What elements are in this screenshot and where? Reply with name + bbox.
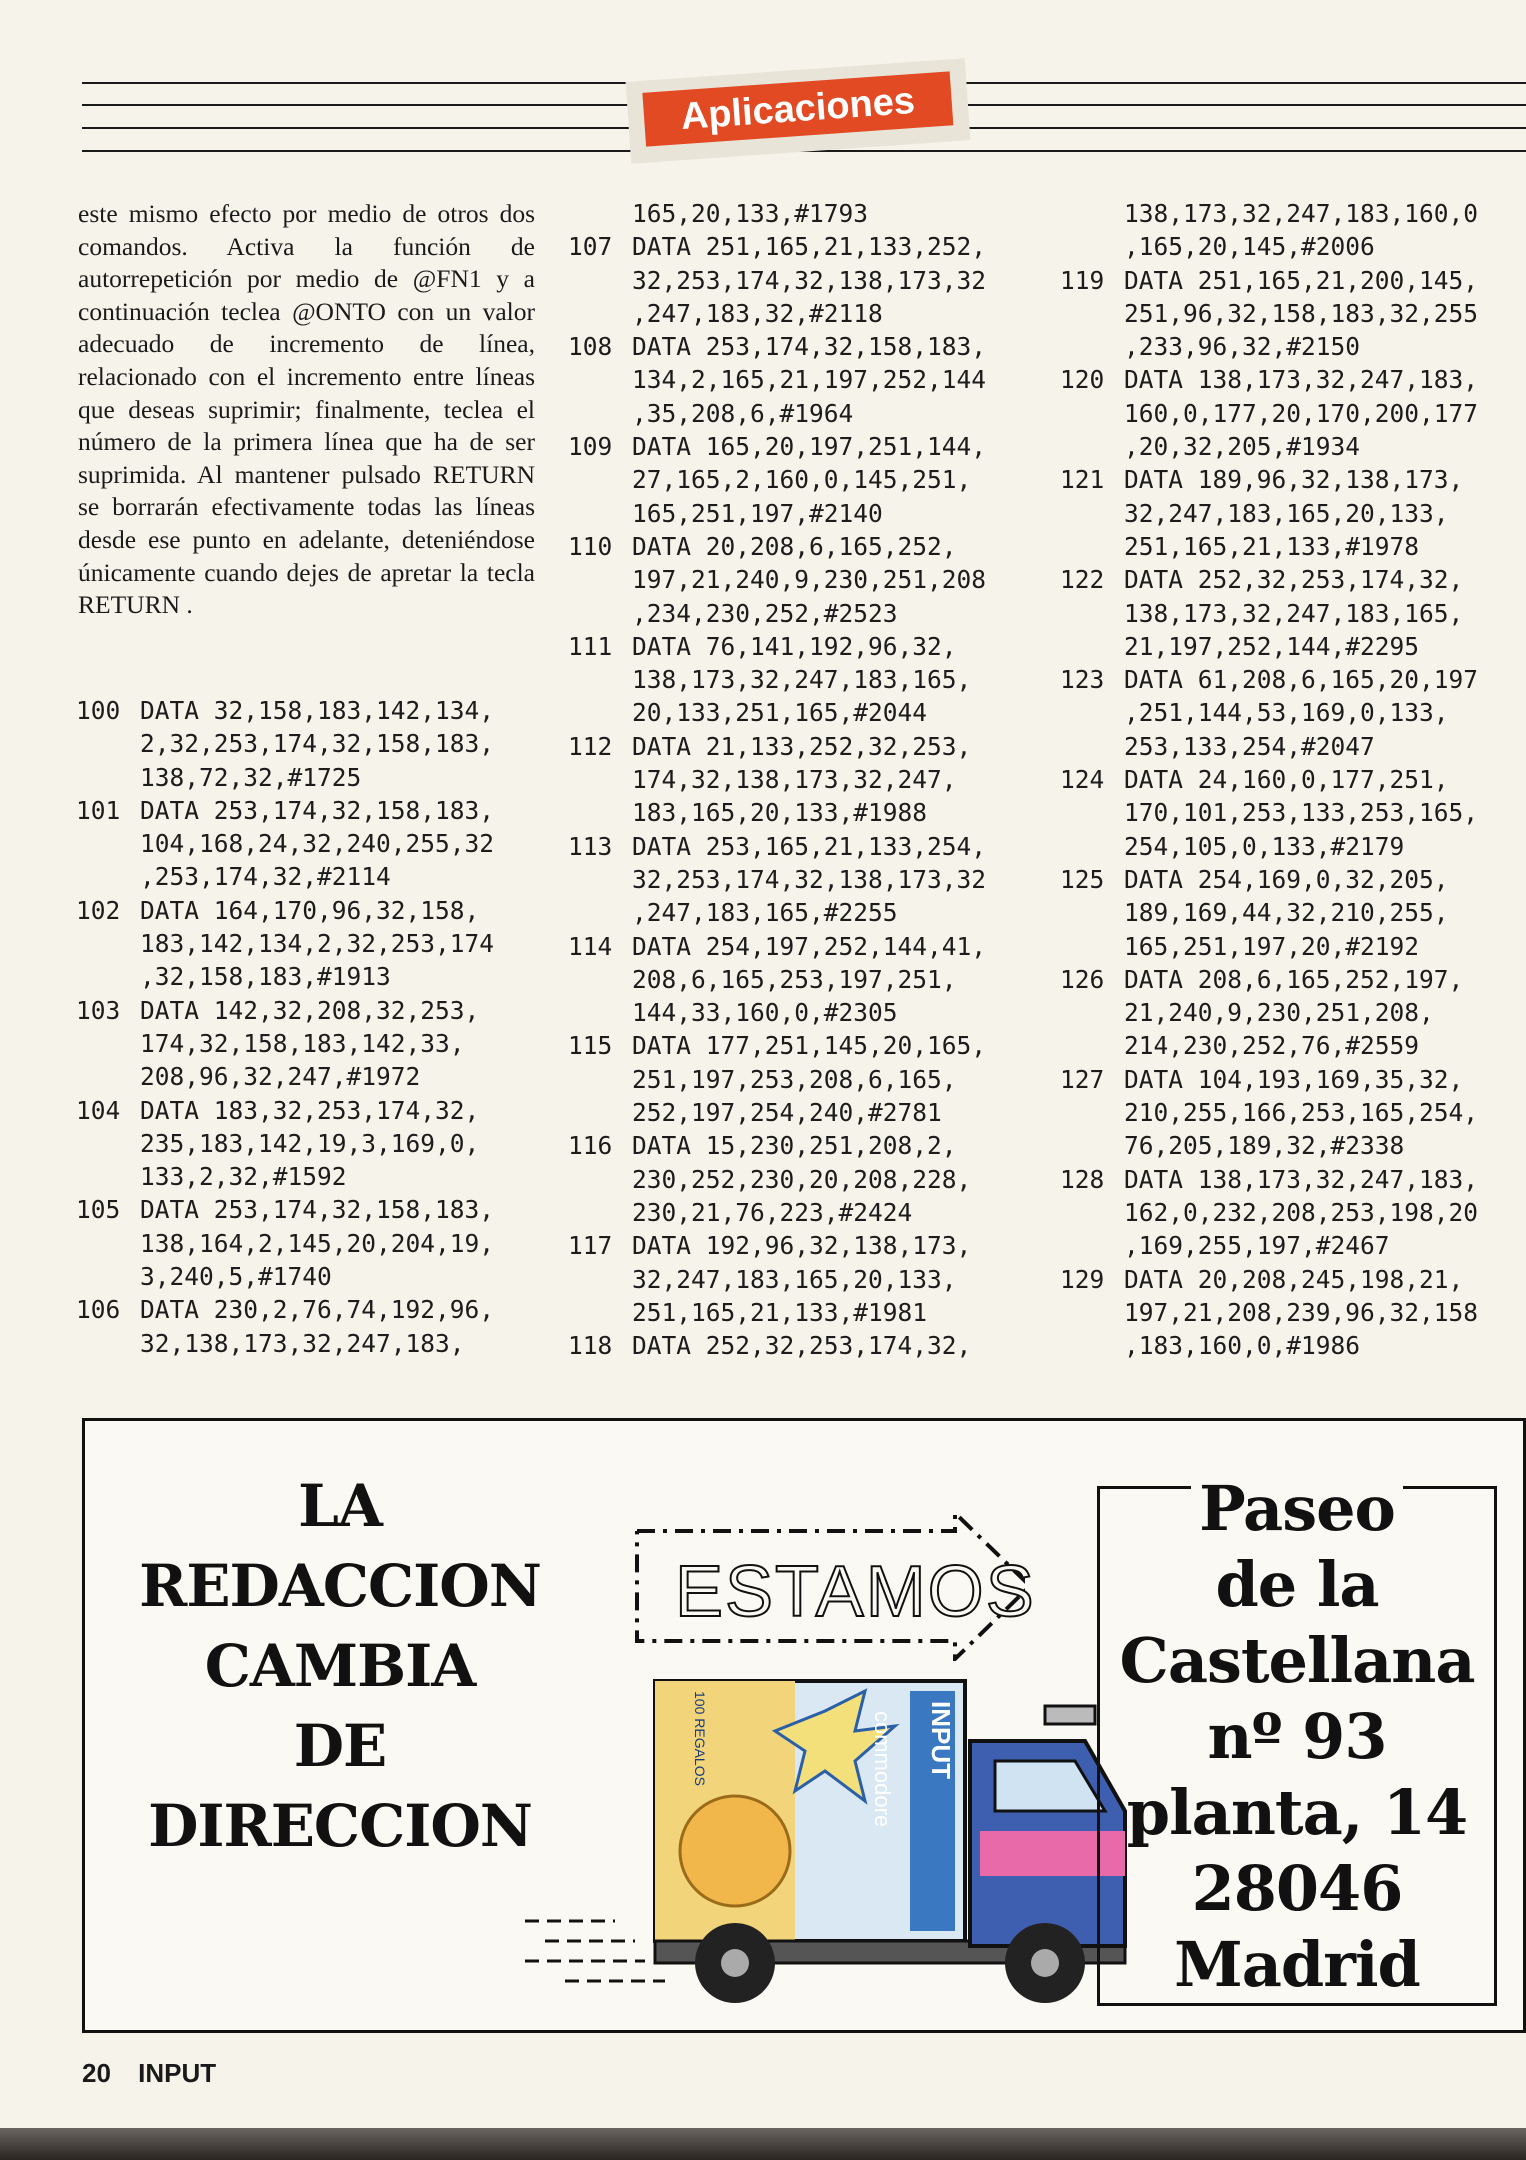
listing-line xyxy=(568,230,986,263)
line-code: DATA 15,230,251,208,2, xyxy=(632,1131,957,1161)
line-code: 162,0,232,208,253,198,20 xyxy=(1124,1197,1479,1227)
listing-line xyxy=(568,463,986,496)
line-code: DATA 230,2,76,74,192,96, xyxy=(140,1295,495,1325)
line-code: 214,230,252,76,#2559 xyxy=(1124,1031,1420,1061)
line-number: 123 xyxy=(1060,665,1105,695)
line-code: 183,142,134,2,32,253,174 xyxy=(140,929,495,959)
listing-line xyxy=(76,1260,494,1293)
line-code: 21,240,9,230,251,208, xyxy=(1124,998,1434,1028)
listing-line xyxy=(568,563,986,596)
listing-line xyxy=(568,896,986,929)
line-number: 129 xyxy=(1060,1264,1105,1294)
listing-line xyxy=(1060,796,1478,829)
listing-line xyxy=(1060,197,1478,230)
address-line: de la xyxy=(1215,1548,1379,1621)
line-number: 108 xyxy=(568,332,613,362)
listing-line xyxy=(1060,996,1478,1029)
listing-line xyxy=(1060,1329,1478,1362)
advert-headline-line: DIRECCION xyxy=(148,1792,532,1860)
relocation-advert xyxy=(82,1418,1526,2033)
listing-line xyxy=(568,264,986,297)
line-code: DATA 165,20,197,251,144, xyxy=(632,432,987,462)
advert-arrow-text: ESTAMOS xyxy=(675,1552,1036,1632)
line-number: 126 xyxy=(1060,964,1105,994)
listing-line xyxy=(568,530,986,563)
line-code: 32,253,174,32,138,173,32 xyxy=(632,864,987,894)
listing-line xyxy=(568,796,986,829)
line-code: DATA 251,165,21,200,145, xyxy=(1124,265,1479,295)
line-code: 230,252,230,20,208,228, xyxy=(632,1164,972,1194)
listing-line xyxy=(1060,1096,1478,1129)
line-number: 103 xyxy=(76,995,121,1025)
listing-line xyxy=(568,197,986,230)
listing-line xyxy=(1060,264,1478,297)
line-code: 174,32,158,183,142,33, xyxy=(140,1028,465,1058)
line-code: 138,173,32,247,183,160,0 xyxy=(1124,199,1479,228)
listing-line xyxy=(568,297,986,330)
listing-line xyxy=(76,1094,494,1127)
line-code: DATA 189,96,32,138,173, xyxy=(1124,465,1464,495)
line-code: ,253,174,32,#2114 xyxy=(140,862,391,892)
line-number: 111 xyxy=(568,631,613,661)
listing-line xyxy=(568,330,986,363)
line-number: 122 xyxy=(1060,565,1105,595)
line-code: 144,33,160,0,#2305 xyxy=(632,998,898,1028)
listing-line xyxy=(568,1263,986,1296)
line-code: 32,138,173,32,247,183, xyxy=(140,1328,465,1358)
line-code: 134,2,165,21,197,252,144 xyxy=(632,365,987,395)
line-code: 252,197,254,240,#2781 xyxy=(632,1098,942,1128)
line-code: DATA 32,158,183,142,134, xyxy=(140,696,495,725)
page-edge-shadow xyxy=(0,2128,1526,2160)
line-code: 32,253,174,32,138,173,32 xyxy=(632,265,987,295)
listing-line xyxy=(1060,963,1478,996)
line-code: ,247,183,32,#2118 xyxy=(632,298,883,328)
address-line: Madrid xyxy=(1166,1927,1428,2003)
listing-line xyxy=(568,497,986,530)
page-footer xyxy=(82,2058,236,2089)
truck-badge-text: 100 REGALOS xyxy=(692,1691,708,1786)
listing-line xyxy=(1060,1263,1478,1296)
listing-line xyxy=(1060,663,1478,696)
line-code: ,247,183,165,#2255 xyxy=(632,898,898,928)
line-code: DATA 254,197,252,144,41, xyxy=(632,931,987,961)
line-code: ,169,255,197,#2467 xyxy=(1124,1231,1390,1261)
line-code: 189,169,44,32,210,255, xyxy=(1124,898,1449,928)
address-line: Castellana xyxy=(1119,1624,1475,1697)
line-code: 254,105,0,133,#2179 xyxy=(1124,831,1405,861)
line-number: 125 xyxy=(1060,864,1105,894)
line-code: 138,173,32,247,183,165, xyxy=(1124,598,1464,628)
address-line: planta, 14 xyxy=(1126,1776,1468,1849)
listing-line xyxy=(568,1029,986,1062)
line-number: 128 xyxy=(1060,1164,1105,1194)
line-number: 118 xyxy=(568,1331,613,1361)
line-code: 230,21,76,223,#2424 xyxy=(632,1197,913,1227)
listing-line xyxy=(1060,330,1478,363)
listing-line xyxy=(1060,230,1478,263)
new-address xyxy=(1095,1471,1499,2003)
section-tab xyxy=(626,58,971,164)
listing-line xyxy=(568,630,986,663)
line-code: 208,6,165,253,197,251, xyxy=(632,964,957,994)
listing-line xyxy=(1060,763,1478,796)
listing-line xyxy=(76,727,494,760)
listing-line xyxy=(568,1163,986,1196)
line-code: 32,247,183,165,20,133, xyxy=(1124,498,1449,528)
magazine-name: INPUT xyxy=(138,2058,217,2088)
line-code: DATA 20,208,245,198,21, xyxy=(1124,1264,1464,1294)
listing-line xyxy=(1060,1129,1478,1162)
listing-line xyxy=(76,794,494,827)
page-number: 20 xyxy=(82,2058,111,2088)
listing-column-1 xyxy=(76,694,494,1360)
line-code: DATA 252,32,253,174,32, xyxy=(1124,565,1464,595)
truck-magazine-text: commodore xyxy=(870,1711,895,1828)
listing-line xyxy=(1060,730,1478,763)
listing-line xyxy=(1060,630,1478,663)
advert-headline-line: LA xyxy=(298,1472,382,1540)
line-code: DATA 138,173,32,247,183, xyxy=(1124,365,1479,395)
line-number: 102 xyxy=(76,895,121,925)
line-code: 183,165,20,133,#1988 xyxy=(632,798,928,828)
listing-column-2 xyxy=(568,197,986,1362)
line-number: 116 xyxy=(568,1131,613,1161)
line-number: 112 xyxy=(568,731,613,761)
line-code: 104,168,24,32,240,255,32 xyxy=(140,829,495,859)
listing-line xyxy=(568,1196,986,1229)
delivery-truck-icon xyxy=(525,1671,1185,2011)
listing-line xyxy=(568,930,986,963)
line-code: 32,247,183,165,20,133, xyxy=(632,1264,957,1294)
line-code: DATA 253,174,32,158,183, xyxy=(140,795,495,825)
line-code: 138,72,32,#1725 xyxy=(140,762,362,792)
line-code: 251,197,253,208,6,165, xyxy=(632,1064,957,1094)
advert-headline-line: CAMBIA xyxy=(204,1632,476,1700)
line-code: DATA 61,208,6,165,20,197 xyxy=(1124,665,1479,695)
listing-line xyxy=(76,1327,494,1360)
listing-line xyxy=(1060,363,1478,396)
line-code: ,233,96,32,#2150 xyxy=(1124,332,1361,362)
listing-line xyxy=(76,860,494,893)
line-code: 251,165,21,133,#1981 xyxy=(632,1297,928,1327)
line-code: 170,101,253,133,253,165, xyxy=(1124,798,1479,828)
line-code: DATA 253,174,32,158,183, xyxy=(140,1195,495,1225)
line-code: DATA 254,169,0,32,205, xyxy=(1124,864,1449,894)
line-code: 253,133,254,#2047 xyxy=(1124,731,1375,761)
line-code: ,35,208,6,#1964 xyxy=(632,398,854,428)
listing-line xyxy=(568,430,986,463)
line-number: 100 xyxy=(76,696,121,725)
listing-line xyxy=(568,730,986,763)
listing-line xyxy=(76,761,494,794)
listing-line xyxy=(1060,1063,1478,1096)
line-number: 121 xyxy=(1060,465,1105,495)
address-line: Paseo xyxy=(1191,1471,1403,1547)
listing-line xyxy=(568,397,986,430)
line-number: 110 xyxy=(568,531,613,561)
listing-line xyxy=(568,1329,986,1362)
line-code: 27,165,2,160,0,145,251, xyxy=(632,465,972,495)
listing-line xyxy=(1060,930,1478,963)
line-number: 101 xyxy=(76,795,121,825)
line-number: 120 xyxy=(1060,365,1105,395)
listing-line xyxy=(76,1127,494,1160)
line-code: DATA 76,141,192,96,32, xyxy=(632,631,957,661)
line-code: DATA 21,133,252,32,253, xyxy=(632,731,972,761)
line-number: 107 xyxy=(568,232,613,262)
line-number: 113 xyxy=(568,831,613,861)
listing-line xyxy=(1060,563,1478,596)
line-code: 2,32,253,174,32,158,183, xyxy=(140,729,495,759)
line-code: DATA 208,6,165,252,197, xyxy=(1124,964,1464,994)
listing-line xyxy=(568,663,986,696)
listing-line xyxy=(568,363,986,396)
listing-line xyxy=(1060,597,1478,630)
listing-line xyxy=(76,894,494,927)
listing-line xyxy=(76,994,494,1027)
listing-line xyxy=(76,1227,494,1260)
listing-line xyxy=(568,996,986,1029)
listing-line xyxy=(568,763,986,796)
line-code: 165,20,133,#1793 xyxy=(632,199,869,228)
advert-headline xyxy=(105,1466,575,1866)
line-number: 109 xyxy=(568,432,613,462)
line-code: DATA 138,173,32,247,183, xyxy=(1124,1164,1479,1194)
line-number: 106 xyxy=(76,1295,121,1325)
listing-line xyxy=(568,696,986,729)
listing-line xyxy=(568,597,986,630)
listing-line xyxy=(1060,1163,1478,1196)
line-code: 3,240,5,#1740 xyxy=(140,1262,332,1292)
line-code: 197,21,240,9,230,251,208 xyxy=(632,565,987,595)
listing-line xyxy=(1060,1029,1478,1062)
listing-line xyxy=(76,1160,494,1193)
listing-column-3 xyxy=(1060,197,1478,1362)
line-code: ,20,32,205,#1934 xyxy=(1124,432,1361,462)
listing-line xyxy=(1060,530,1478,563)
truck-logo-text: INPUT xyxy=(926,1701,956,1779)
line-code: 251,165,21,133,#1978 xyxy=(1124,531,1420,561)
line-code: DATA 253,174,32,158,183, xyxy=(632,332,987,362)
listing-line xyxy=(1060,397,1478,430)
listing-line xyxy=(76,1193,494,1226)
line-code: DATA 192,96,32,138,173, xyxy=(632,1231,972,1261)
line-code: ,251,144,53,169,0,133, xyxy=(1124,698,1449,728)
line-number: 127 xyxy=(1060,1064,1105,1094)
line-code: DATA 252,32,253,174,32, xyxy=(632,1331,972,1361)
address-line: nº 93 xyxy=(1207,1700,1387,1773)
advert-headline-line: DE xyxy=(293,1712,387,1780)
line-number: 119 xyxy=(1060,265,1105,295)
line-code: DATA 164,170,96,32,158, xyxy=(140,895,480,925)
line-number: 104 xyxy=(76,1095,121,1125)
listing-line xyxy=(76,827,494,860)
line-code: 210,255,166,253,165,254, xyxy=(1124,1098,1479,1128)
listing-line xyxy=(1060,1196,1478,1229)
listing-line xyxy=(568,830,986,863)
line-code: ,234,230,252,#2523 xyxy=(632,598,898,628)
line-code: 208,96,32,247,#1972 xyxy=(140,1062,421,1092)
address-line: 28046 xyxy=(1191,1852,1403,1925)
line-code: 251,96,32,158,183,32,255 xyxy=(1124,298,1479,328)
listing-line xyxy=(1060,1229,1478,1262)
listing-line xyxy=(568,863,986,896)
line-number: 124 xyxy=(1060,765,1105,795)
line-code: DATA 20,208,6,165,252, xyxy=(632,531,957,561)
listing-line xyxy=(568,963,986,996)
listing-line xyxy=(76,1060,494,1093)
listing-line xyxy=(568,1063,986,1096)
listing-line xyxy=(1060,863,1478,896)
line-code: 174,32,138,173,32,247, xyxy=(632,765,957,795)
line-code: 76,205,189,32,#2338 xyxy=(1124,1131,1405,1161)
line-code: 133,2,32,#1592 xyxy=(140,1162,347,1192)
listing-line xyxy=(1060,497,1478,530)
line-code: 160,0,177,20,170,200,177 xyxy=(1124,398,1479,428)
listing-line xyxy=(76,1293,494,1326)
line-code: 235,183,142,19,3,169,0, xyxy=(140,1128,480,1158)
listing-line xyxy=(1060,1296,1478,1329)
line-code: DATA 142,32,208,32,253, xyxy=(140,995,480,1025)
line-code: DATA 24,160,0,177,251, xyxy=(1124,765,1449,795)
listing-line xyxy=(1060,463,1478,496)
line-code: DATA 104,193,169,35,32, xyxy=(1124,1064,1464,1094)
line-code: 197,21,208,239,96,32,158 xyxy=(1124,1297,1479,1327)
listing-line xyxy=(1060,896,1478,929)
listing-line xyxy=(1060,297,1478,330)
listing-line xyxy=(76,927,494,960)
listing-line xyxy=(1060,430,1478,463)
listing-line xyxy=(568,1229,986,1262)
line-number: 115 xyxy=(568,1031,613,1061)
article-paragraph: este mismo efecto por medio de otros dos comandos. Activa la función de autorrepetición por medio de @FN1 y a continuación teclea @ONTO con un valor adecuado de incremento de línea, relacionado con el incremento entre líneas que deseas suprimir; finalmente, teclea el número de la primera línea que ha de ser suprimida. Al mantener pulsado RETURN se borrarán efectivamente todas las líneas desde ese punto en adelante, deteniéndose únicamente cuando dejes de apretar la tecla RETURN . xyxy=(78,199,535,620)
listing-line xyxy=(568,1296,986,1329)
section-tab-label: Aplicaciones xyxy=(679,79,917,138)
listing-line xyxy=(568,1096,986,1129)
listing-line xyxy=(1060,830,1478,863)
line-code: ,183,160,0,#1986 xyxy=(1124,1331,1361,1361)
line-code: DATA 253,165,21,133,254, xyxy=(632,831,987,861)
advert-headline-line: REDACCION xyxy=(139,1552,541,1620)
listing-line xyxy=(568,1129,986,1162)
article-text xyxy=(78,198,535,622)
listing-line xyxy=(76,960,494,993)
listing-line xyxy=(1060,696,1478,729)
listing-line xyxy=(76,694,494,727)
line-code: ,32,158,183,#1913 xyxy=(140,962,391,992)
line-code: 165,251,197,20,#2192 xyxy=(1124,931,1420,961)
line-code: 165,251,197,#2140 xyxy=(632,498,883,528)
line-number: 114 xyxy=(568,931,613,961)
line-number: 117 xyxy=(568,1231,613,1261)
line-code: ,165,20,145,#2006 xyxy=(1124,232,1375,262)
line-code: 20,133,251,165,#2044 xyxy=(632,698,928,728)
line-code: DATA 177,251,145,20,165, xyxy=(632,1031,987,1061)
line-code: DATA 251,165,21,133,252, xyxy=(632,232,987,262)
line-code: DATA 183,32,253,174,32, xyxy=(140,1095,480,1125)
line-code: 138,173,32,247,183,165, xyxy=(632,665,972,695)
listing-line xyxy=(76,1027,494,1060)
line-number: 105 xyxy=(76,1195,121,1225)
line-code: 21,197,252,144,#2295 xyxy=(1124,631,1420,661)
line-code: 138,164,2,145,20,204,19, xyxy=(140,1228,495,1258)
